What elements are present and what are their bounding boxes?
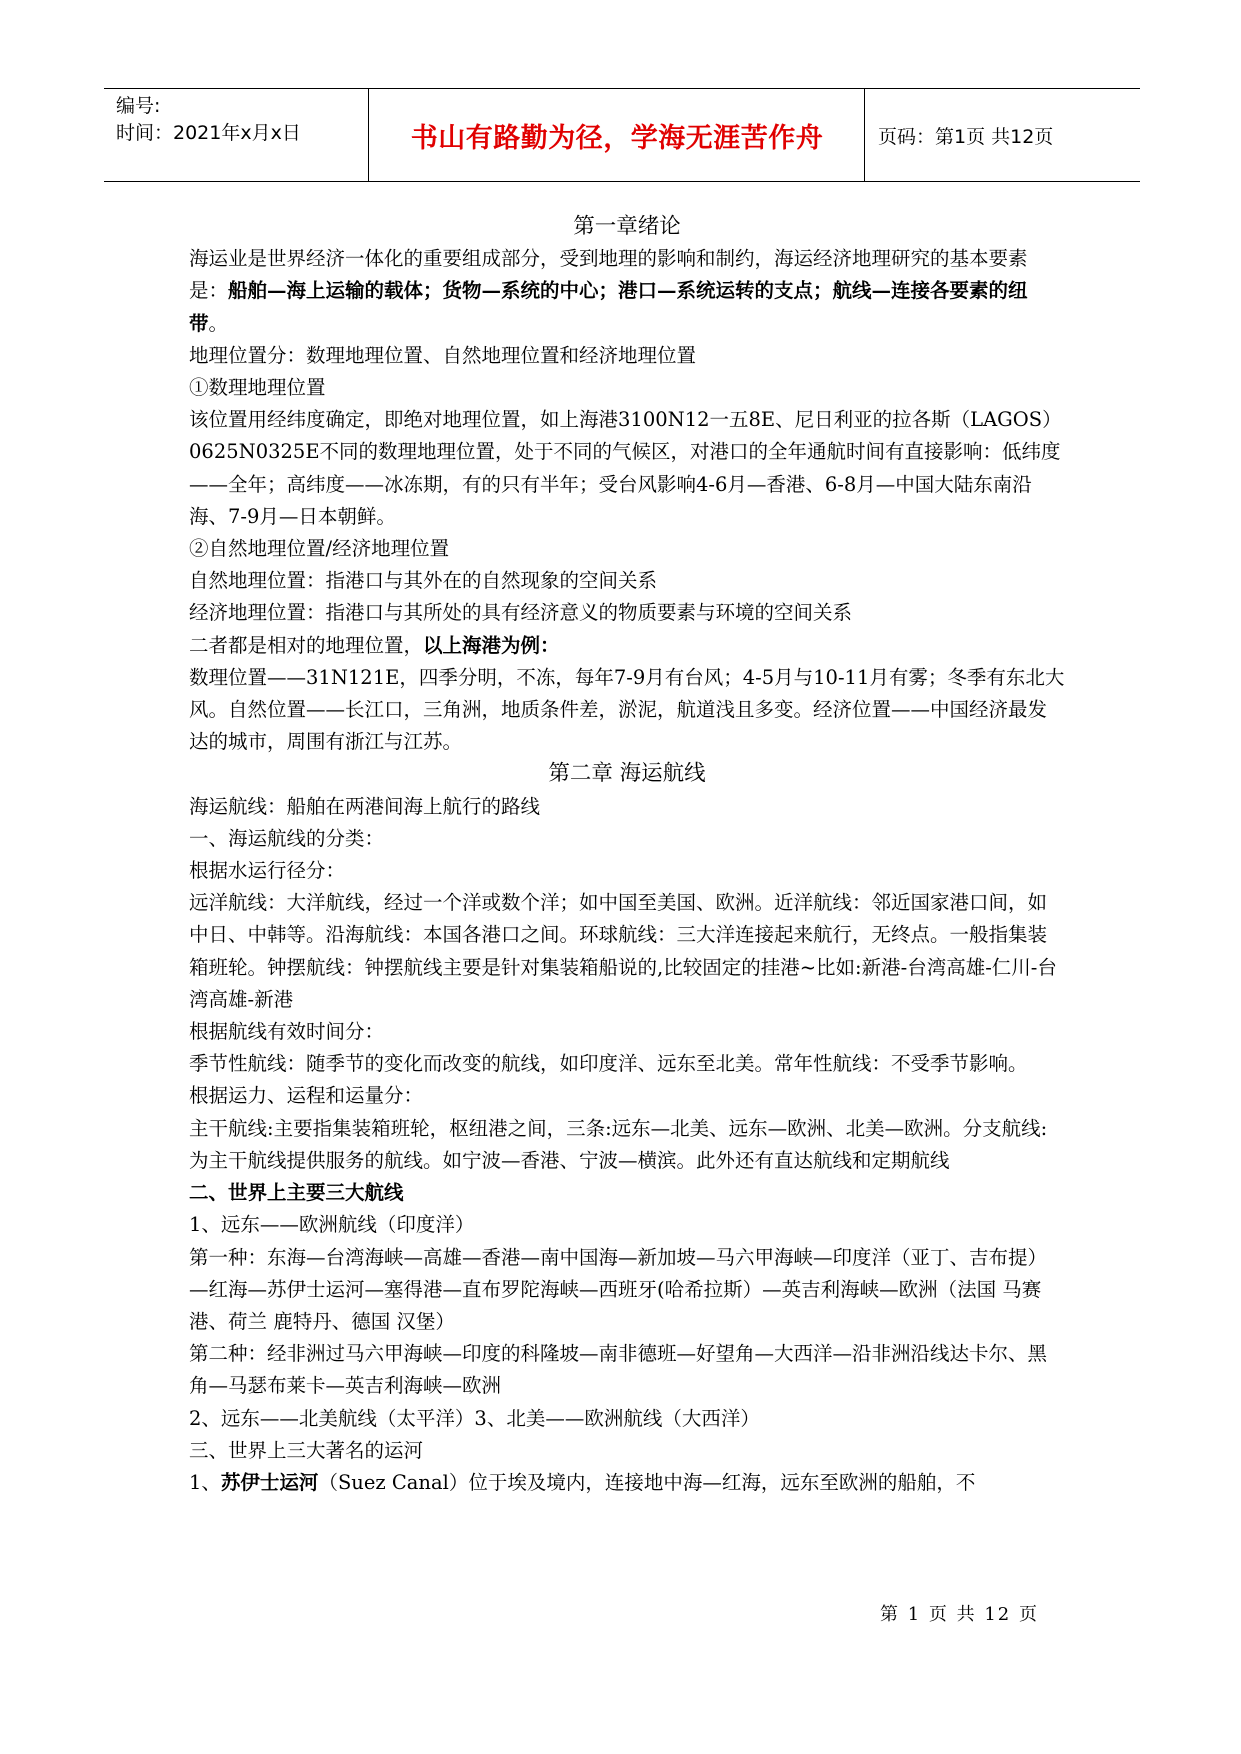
paragraph: 经济地理位置：指港口与其所处的具有经济意义的物质要素与环境的空间关系 (189, 601, 853, 625)
header-left-cell (116, 93, 366, 147)
paragraph: 自然地理位置：指港口与其外在的自然现象的空间关系 (189, 569, 658, 593)
text: 1、 (189, 1470, 221, 1494)
time-label: 时间：2021年x月x日 (116, 122, 301, 144)
paragraph (189, 630, 1065, 662)
paragraph: 1、远东——欧洲航线（印度洋） (189, 1213, 475, 1237)
bold-text: 以上海港为例： (423, 633, 560, 657)
page-footer: 第 1 页 共 12 页 (880, 1604, 1039, 1625)
paragraph (189, 243, 1065, 340)
paragraph: 地理位置分：数理地理位置、自然地理位置和经济地理位置 (189, 343, 697, 367)
chapter-1-title: 第一章绪论 (573, 214, 681, 239)
paragraph: 第一种：东海—台湾海峡—高雄—香港—南中国海—新加坡—马六甲海峡—印度洋（亚丁、吉布提）—红海—苏伊士运河—塞得港—直布罗陀海峡—西班牙(哈希拉斯）—英吉利海峡—欧洲（法国 马赛港、荷兰 鹿特丹、德国 汉堡） (189, 1245, 1048, 1333)
text: 二者都是相对的地理位置， (189, 633, 424, 657)
paragraph: 季节性航线：随季节的变化而改变的航线，如印度洋、远东至北美。常年性航线：不受季节影响。 (189, 1052, 1028, 1076)
paragraph: 数理位置——31N121E，四季分明，不冻，每年7-9月有台风；4-5月与10-11月有雾；冬季有东北大风。自然位置——长江口，三角洲，地质条件差，淤泥，航道浅且多变。经济位置——中国经济最发达的城市，周围有浙江与江苏。 (189, 665, 1065, 754)
header-page-label: 页码：第1页 共12页 (878, 125, 1054, 148)
chapter-2-title: 第二章 海运航线 (548, 761, 706, 787)
paragraph: 一、海运航线的分类： (189, 826, 385, 850)
paragraph: 第二种：经非洲过马六甲海峡—印度的科隆坡—南非德班—好望角—大西洋—沿非洲沿线达卡尔、黑角—马瑟布莱卡—英吉利海峡—欧洲 (189, 1342, 1048, 1398)
paragraph: 三、世界上三大著名的运河 (189, 1438, 424, 1462)
section-heading: 二、世界上主要三大航线 (189, 1181, 404, 1205)
document-body (189, 211, 1065, 1499)
text: （Suez Canal）位于埃及境内，连接地中海—红海，远东至欧洲的船舶，不 (318, 1470, 976, 1494)
bold-text: 苏伊士运河 (220, 1470, 319, 1494)
paragraph: ②自然地理位置/经济地理位置 (189, 537, 450, 561)
text: 。 (208, 311, 229, 335)
paragraph: 根据水运行径分： (189, 859, 346, 883)
number-label: 编号: (116, 95, 161, 117)
header-table (104, 88, 1140, 182)
bold-text: 船舶—海上运输的载体；货物—系统的中心；港口—系统运转的支点；航线—连接各要素的纽带 (189, 279, 1028, 335)
header-divider (368, 89, 369, 181)
paragraph: 主干航线:主要指集装箱班轮，枢纽港之间，三条:远东—北美、远东—欧洲、北美—欧洲。分支航线:为主干航线提供服务的航线。如宁波—香港、宁波—横滨。此外还有直达航线和定期航线 (189, 1116, 1048, 1172)
paragraph: ①数理地理位置 (189, 376, 326, 400)
header-motto: 书山有路勤为径，学海无涯苦作舟 (410, 122, 824, 154)
header-divider (864, 89, 865, 181)
paragraph: 该位置用经纬度确定，即绝对地理位置，如上海港3100N12一五8E、尼日利亚的拉各斯（LAGOS）0625N0325E不同的数理地理位置，处于不同的气候区，对港口的全年通航时间有直接影响：低纬度——全年；高纬度——冰冻期，有的只有半年；受台风影响4-6月—香港、6-8月—中国大陆东南沿海、7-9月—日本朝鲜。 (189, 408, 1062, 528)
paragraph: 远洋航线：大洋航线，经过一个洋或数个洋；如中国至美国、欧洲。近洋航线：邻近国家港口间，如中日、中韩等。沿海航线：本国各港口之间。环球航线：三大洋连接起来航行，无终点。一般指集装箱班轮。钟摆航线：钟摆航线主要是针对集装箱船说的,比较固定的挂港~比如:新港-台湾高雄-仁川-台湾高雄-新港 (189, 891, 1057, 1011)
paragraph: 海运航线：船舶在两港间海上航行的路线 (189, 794, 541, 818)
paragraph (189, 1467, 1065, 1499)
paragraph: 2、远东——北美航线（太平洋）3、北美——欧洲航线（大西洋） (189, 1406, 760, 1430)
text: 海运业是世界经济一体化的重要组成部分，受到地理的影响和制约，海运经济地理研究的基本要素是： (189, 247, 1028, 303)
paragraph: 根据航线有效时间分： (189, 1020, 385, 1044)
paragraph: 根据运力、运程和运量分： (189, 1084, 424, 1108)
